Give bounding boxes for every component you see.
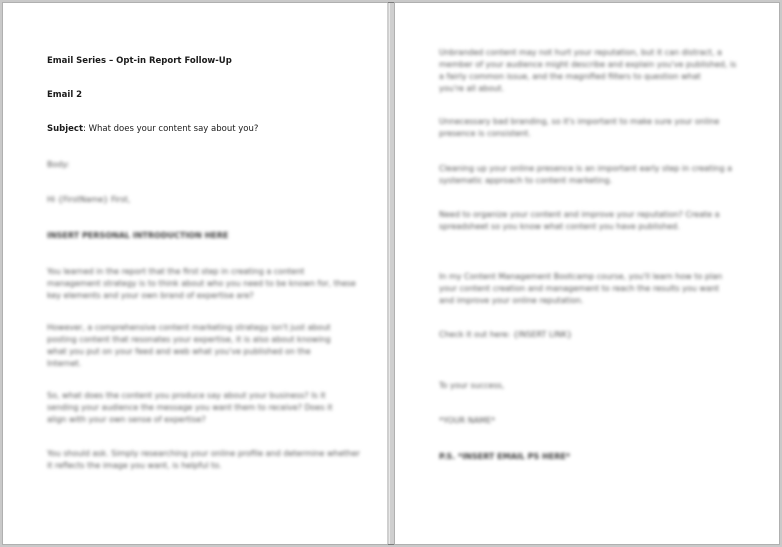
blurred-line: Cleaning up your online presence is an important early step in creating a — [439, 164, 733, 173]
blurred-paragraph-2 — [439, 116, 719, 140]
subject-line — [47, 123, 258, 136]
blurred-paragraph-4 — [47, 448, 360, 472]
blurred-paragraph-2 — [47, 322, 331, 370]
blurred-line: So, what does the content you produce say about your business? Is it — [47, 391, 326, 400]
blurred-greeting: Hi {FirstName} First, — [47, 195, 131, 204]
blurred-line: Unbranded content may not hurt your reputation, but it can distract, a — [439, 48, 722, 57]
blurred-line: posting content that resonates your expertise, it is also about knowing — [47, 335, 331, 344]
blurred-line: You learned in the report that the first step in creating a content — [47, 267, 305, 276]
blurred-line: You should ask. Simply researching your online profile and determine whether — [47, 449, 360, 458]
blurred-line: and improve your online reputation. — [439, 296, 584, 305]
blurred-line: systematic approach to content marketing. — [439, 176, 613, 185]
blurred-paragraph-1 — [47, 266, 356, 302]
blurred-heading: INSERT PERSONAL INTRODUCTION HERE — [47, 231, 229, 240]
email-label: Email 2 — [47, 90, 83, 100]
blurred-line: member of your audience might describe and explain you've published, is — [439, 60, 737, 69]
blurred-paragraph-3 — [439, 163, 732, 187]
blurred-line: In my Content Management Bootcamp course, you'll learn how to plan — [439, 272, 723, 281]
blurred-paragraph-3 — [47, 390, 333, 426]
blurred-paragraph-1 — [439, 47, 736, 95]
blurred-paragraph-5 — [439, 271, 722, 307]
blurred-line: Unnecessary bad branding, so it's important to make sure your online — [439, 117, 720, 126]
series-title: Email Series – Opt-in Report Follow-Up — [47, 56, 232, 66]
blurred-line: management strategy is to think about who you need to be known for, these — [47, 279, 356, 288]
blurred-paragraph-4 — [439, 209, 720, 233]
blurred-line: a fairly common issue, and the magnified filters to question what — [439, 72, 701, 81]
page-gutter — [387, 3, 395, 544]
blurred-line: presence is consistent. — [439, 129, 531, 138]
blurred-line: Need to organize your content and improve your reputation? Create a — [439, 210, 720, 219]
blurred-line: However, a comprehensive content marketing strategy isn't just about — [47, 323, 331, 332]
blurred-line: what you put on your feed and web what you've published on the — [47, 347, 311, 356]
blurred-line: Internet. — [47, 359, 82, 368]
subject-label: Subject — [47, 124, 84, 134]
blurred-line: sending your audience the message you want them to receive? Does it — [47, 403, 333, 412]
subject-text: : What does your content say about you? — [83, 124, 259, 134]
blurred-cta-line: Check it out here: {INSERT LINK} — [439, 330, 573, 339]
document-page-right — [395, 3, 779, 544]
blurred-line: align with your own sense of expertise? — [47, 415, 206, 424]
blurred-line: your content creation and management to reach the results you want — [439, 284, 720, 293]
blurred-signoff: To your success, — [439, 381, 505, 390]
blurred-line: spreadsheet so you know what content you have published. — [439, 222, 680, 231]
blurred-line: key elements and your own brand of expertise are? — [47, 291, 254, 300]
document-page-left — [3, 3, 387, 544]
document-viewer — [2, 2, 780, 545]
blurred-line: it reflects the image you want, is helpful to. — [47, 461, 222, 470]
blurred-salutation: Body: — [47, 160, 70, 169]
blurred-signature: *YOUR NAME* — [439, 416, 496, 425]
blurred-line: you're all about. — [439, 84, 504, 93]
blurred-ps: P.S. *INSERT EMAIL PS HERE* — [439, 452, 570, 461]
